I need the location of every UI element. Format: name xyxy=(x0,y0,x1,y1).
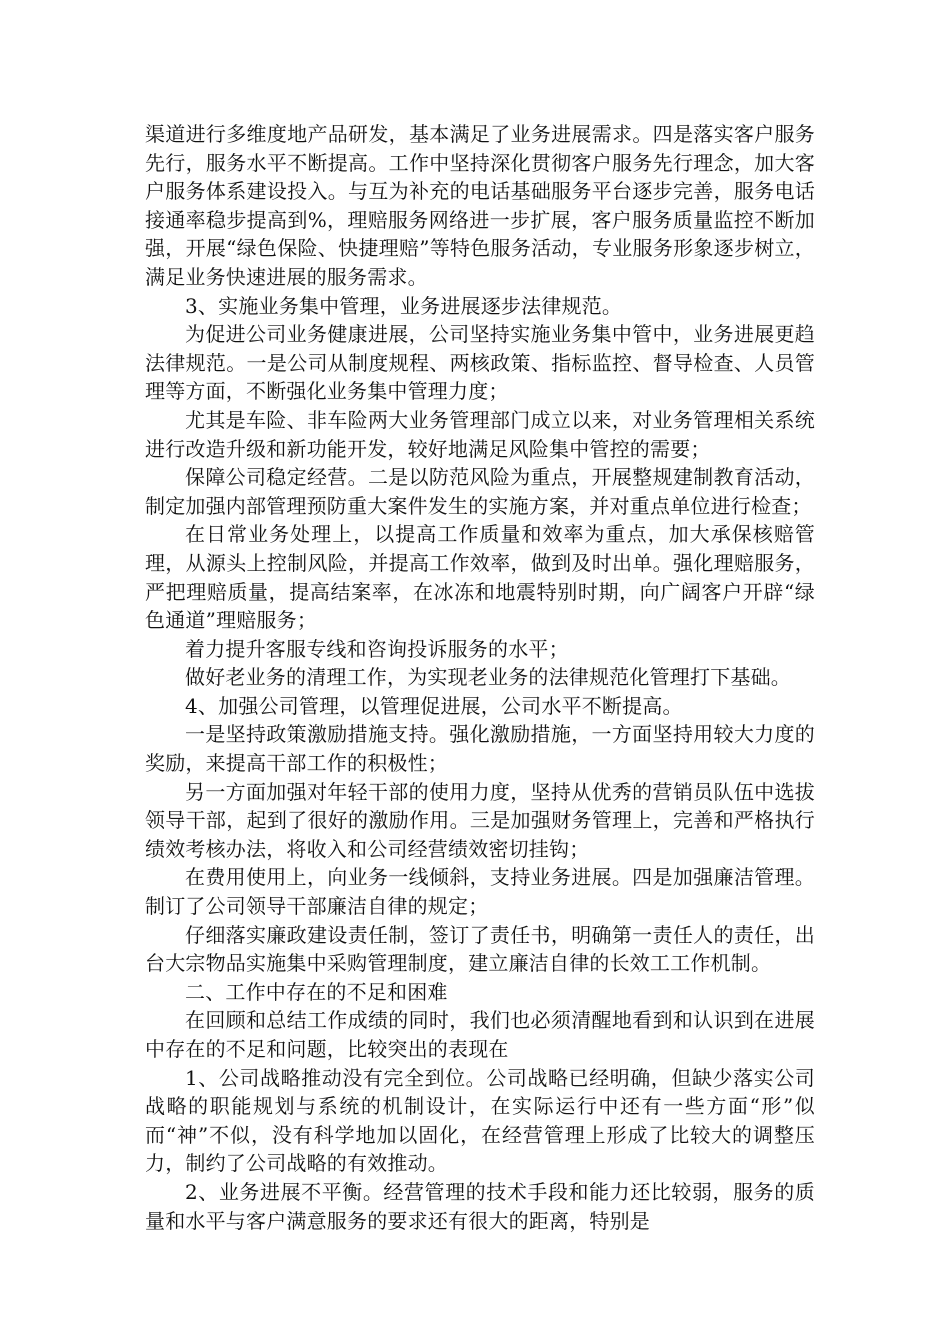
paragraph-4: 尤其是车险、非车险两大业务管理部门成立以来，对业务管理相关系统进行改造升级和新功能开发，较好地满足风险集中管控的需要； xyxy=(145,407,815,461)
paragraph-13: 仔细落实廉政建设责任制，签订了责任书，明确第一责任人的责任，出台大宗物品实施集中采购管理制度，建立廉洁自律的长效工工作机制。 xyxy=(145,922,815,976)
paragraph-5: 保障公司稳定经营。二是以防范风险为重点，开展整规建制教育活动，制定加强内部管理预防重大案件发生的实施方案，并对重点单位进行检查； xyxy=(145,465,815,518)
paragraph-6: 在日常业务处理上，以提高工作质量和效率为重点，加大承保核赔管理，从源头上控制风险，并提高工作效率，做到及时出单。强化理赔服务，严把理赔质量，提高结案率，在冰冻和地震特别时期，向广阔客户开辟“绿色通道”理赔服务； xyxy=(145,522,815,633)
paragraph-2: 3、实施业务集中管理，业务进展逐步法律规范。 xyxy=(185,293,623,318)
section-heading: 二、工作中存在的不足和困难 xyxy=(185,979,448,1004)
paragraph-9: 4、加强公司管理，以管理促进展，公司水平不断提高。 xyxy=(185,693,683,718)
paragraph-16: 1、公司战略推动没有完全到位。公司战略已经明确，但缺少落实公司战略的职能规划与系统的机制设计，在实际运行中还有一些方面“形”似而“神”不似，没有科学地加以固化，在经营管理上形成了比较大的调整压力，制约了公司战略的有效推动。 xyxy=(145,1065,815,1176)
paragraph-7: 着力提升客服专线和咨询投诉服务的水平； xyxy=(185,636,569,661)
paragraph-8: 做好老业务的清理工作，为实现老业务的法律规范化管理打下基础。 xyxy=(185,665,791,690)
paragraph-10: 一是坚持政策激励措施支持。强化激励措施，一方面坚持用较大力度的奖励，来提高干部工作的积极性； xyxy=(145,722,815,776)
paragraph-12: 在费用使用上，向业务一线倾斜，支持业务进展。四是加强廉洁管理。制订了公司领导干部廉洁自律的规定； xyxy=(145,865,815,919)
paragraph-15: 在回顾和总结工作成绩的同时，我们也必须清醒地看到和认识到在进展中存在的不足和问题，比较突出的表现在 xyxy=(145,1008,815,1061)
paragraph-3: 为促进公司业务健康进展，公司坚持实施业务集中管中，业务进展更趋法律规范。一是公司从制度规程、两核政策、指标监控、督导检查、人员管理等方面，不断强化业务集中管理力度； xyxy=(145,322,815,404)
paragraph-17: 2、业务进展不平衡。经营管理的技术手段和能力还比较弱，服务的质量和水平与客户满意服务的要求还有很大的距离，特别是 xyxy=(145,1179,815,1233)
document-body xyxy=(145,120,815,1235)
paragraph-1: 渠道进行多维度地产品研发，基本满足了业务进展需求。四是落实客户服务先行，服务水平不断提高。工作中坚持深化贯彻客户服务先行理念，加大客户服务体系建设投入。与互为补充的电话基础服务平台逐步完善，服务电话接通率稳步提高到%，理赔服务网络进一步扩展，客户服务质量监控不断加强，开展“绿色保险、快捷理赔”等特色服务活动，专业服务形象逐步树立，满足业务快速进展的服务需求。 xyxy=(145,122,815,289)
paragraph-11: 另一方面加强对年轻干部的使用力度，坚持从优秀的营销员队伍中选拔领导干部，起到了很好的激励作用。三是加强财务管理上，完善和严格执行绩效考核办法，将收入和公司经营绩效密切挂钩； xyxy=(145,779,815,861)
